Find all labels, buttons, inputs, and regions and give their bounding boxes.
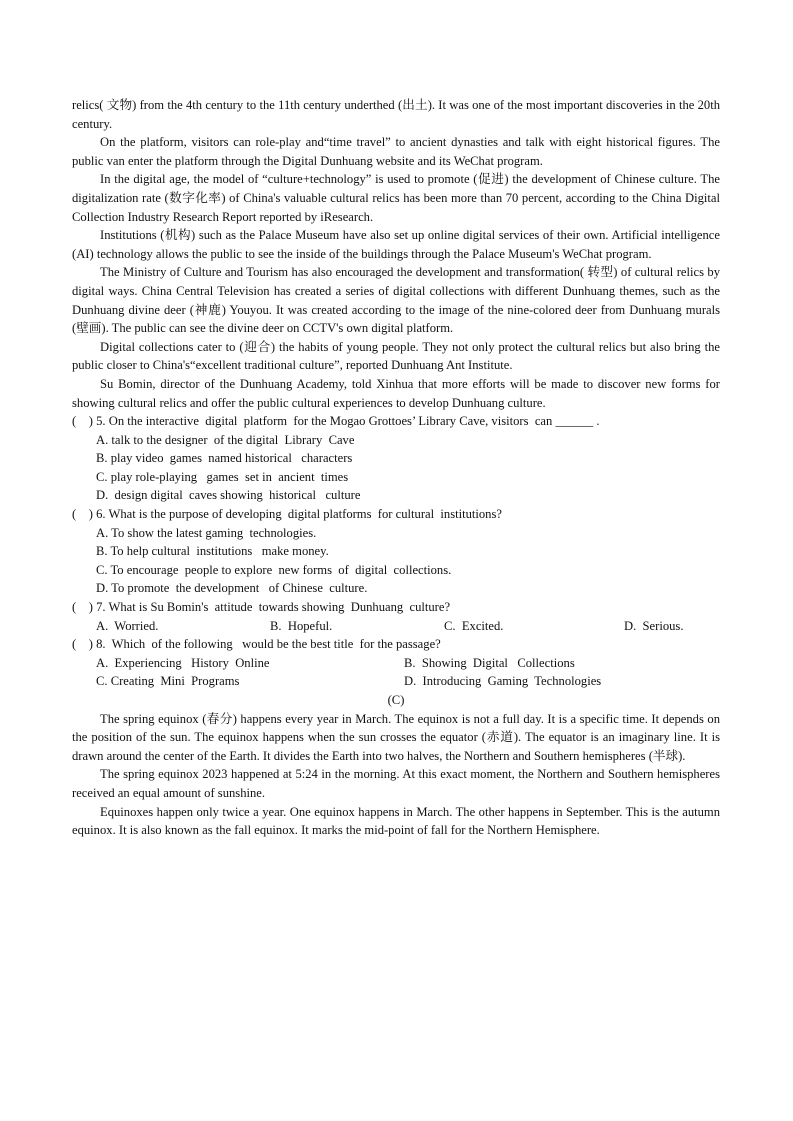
question-8-option-c: C. Creating Mini Programs: [96, 674, 240, 689]
passage-b-paragraph-3: In the digital age, the model of “culture+technology” is used to promote (促进) the development of Chinese culture. The digitalization rate (数字化率) of China's valuable cultural relics has been more than 70 percent, according to the China Digital Collection Industry Research Report reported by iResearch.: [72, 172, 720, 224]
passage-c-paragraph-3: Equinoxes happen only twice a year. One equinox happens in March. The other happens in September. This is the autumn equinox. It is also known as the fall equinox. It marks the mid-point of fall for the Northern Hemisphere.: [72, 804, 720, 838]
passage-c-paragraph-1: The spring equinox (春分) happens every year in March. The equinox is not a full day. It is a specific time. It depends on the position of the sun. The equinox happens when the sun crosses the equator (赤道). The equator is an imaginary line. It is drawn around the center of the Earth. It divides the Earth into two halves, the Northern and Southern hemispheres (半球).: [72, 711, 720, 763]
question-6-option-d: D. To promote the development of Chinese culture.: [96, 581, 368, 596]
passage-b-paragraph-5: The Ministry of Culture and Tourism has also encouraged the development and transformation( 转型) of cultural relics by digital ways. China Central Television has created a series of digital collections with different Dunhuang themes, such as the Dunhuang divine deer (神鹿) Youyou. It was created according to the image of the nine-colored deer from Dunhuang murals (壁画). The public can see the divine deer on CCTV's own digital platform.: [72, 265, 720, 336]
passage-c-paragraph-2: The spring equinox 2023 happened at 5:24 in the morning. At this exact moment, the Northern and Southern hemispheres received an equal amount of sunshine.: [72, 767, 720, 800]
question-8: [72, 635, 720, 691]
question-8-options-row-1: [96, 654, 720, 673]
question-5-option-d: D. design digital caves showing historical culture: [96, 488, 361, 503]
question-6-option-c: C. To encourage people to explore new forms of digital collections.: [96, 562, 452, 577]
question-7-stem: ( ) 7. What is Su Bomin's attitude towards showing Dunhuang culture?: [72, 600, 451, 615]
passage-b-paragraph-4: Institutions (机构) such as the Palace Museum have also set up online digital services of their own. Artificial intelligence (AI) technology allows the public to see the inside of the buildings through the Palace Museum's WeChat program.: [72, 228, 720, 261]
passage-b-paragraph-2: On the platform, visitors can role-play and“time travel” to ancient dynasties and talk with eight historical figures. The public van enter the platform through the Digital Dunhuang website and its WeChat program.: [72, 135, 720, 168]
question-6: [72, 505, 720, 598]
question-6-option-b: B. To help cultural institutions make money.: [96, 544, 329, 559]
passage-b-paragraph-6: Digital collections cater to (迎合) the habits of young people. They not only protect the cultural relics but also bring the public closer to China's“excellent traditional culture”, reported Dunhuang Ant Institute.: [72, 339, 720, 373]
question-7-option-b: B. Hopeful.: [270, 618, 333, 633]
document-page: [72, 96, 720, 840]
question-6-stem: ( ) 6. What is the purpose of developing digital platforms for cultural institutions?: [72, 507, 502, 522]
question-7-option-a: A. Worried.: [96, 618, 159, 633]
question-7: [72, 598, 720, 635]
question-7-option-d: D. Serious.: [624, 618, 684, 633]
question-5-option-a: A. talk to the designer of the digital Library Cave: [96, 432, 355, 447]
question-8-option-a: A. Experiencing History Online: [96, 655, 270, 670]
question-5: [72, 412, 720, 505]
question-5-option-b: B. play video games named historical characters: [96, 451, 353, 466]
passage-c-label: (C): [387, 693, 405, 707]
question-7-options: [96, 617, 720, 636]
question-5-option-c: C. play role-playing games set in ancient times: [96, 469, 349, 484]
question-8-option-b: B. Showing Digital Collections: [404, 655, 575, 670]
question-6-option-a: A. To show the latest gaming technologies.: [96, 525, 317, 540]
question-8-options-row-2: [96, 672, 720, 691]
passage-b-paragraph-7: Su Bomin, director of the Dunhuang Academy, told Xinhua that more efforts will be made to discover new forms for showing cultural relics and offer the public cultural experiences to develop Dunhuang culture.: [72, 376, 720, 410]
question-5-stem: ( ) 5. On the interactive digital platform for the Mogao Grottoes’ Library Cave, visitors can ______ .: [72, 414, 600, 429]
question-8-stem: ( ) 8. Which of the following would be the best title for the passage?: [72, 637, 441, 652]
passage-b-paragraph-1: relics( 文物) from the 4th century to the 11th century underthed (出土). It was one of the most important discoveries in the 20th century.: [72, 98, 720, 131]
question-8-option-d: D. Introducing Gaming Technologies: [404, 674, 602, 689]
question-7-option-c: C. Excited.: [444, 618, 504, 633]
